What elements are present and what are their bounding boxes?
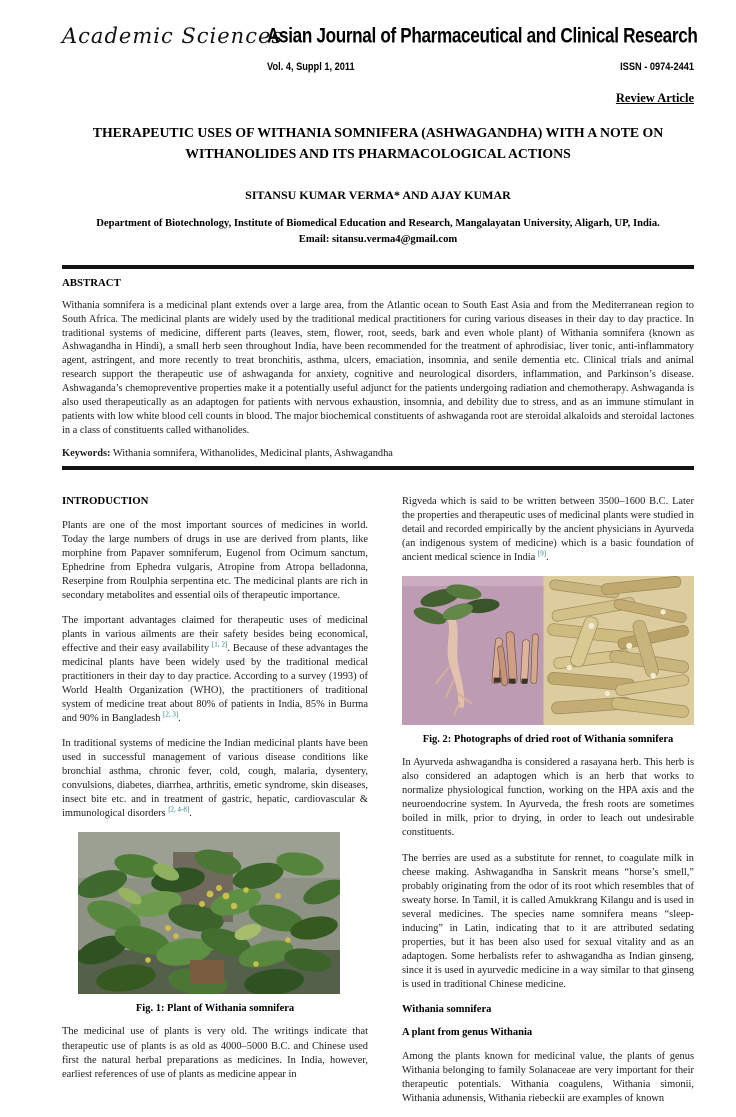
introduction-heading: INTRODUCTION [62, 494, 149, 507]
article-type-label: Review Article [615, 91, 694, 105]
journal-title: Asian Journal of Pharmaceutical and Clinical Research [267, 23, 698, 48]
fig1-caption: Fig. 1: Plant of Withania somnifera [135, 1003, 295, 1015]
volume-label: Vol. 4, Suppl 1, 2011 [267, 60, 355, 74]
issn-label: ISSN - 0974-2441 [620, 60, 694, 74]
right-paragraph-2: In Ayurveda ashwagandha is considered a rasayana herb. This herb is also considered an adaptogen which is an herb that works to normalize physiological function, working on the HPA axis and the neuroendocrine system. In Ayurveda, the fresh roots are sometimes boiled in milk, prior to drying, in order to leach out undesirable constituents. [402, 757, 694, 839]
fig2-image [402, 576, 694, 725]
right-paragraph-3: The berries are used as a substitute for rennet, to coagulate milk in cheese making. Ashwagandha in Sanskrit means “horse’s smell,” probably originating from the odor of its root which resembles that of sweaty horse. In Tamil, it is called Amukkrang Kilangu and is used in several medicines. The species name somnifera means “sleep-inducing” in Latin, indicating that to it are attributed sedating properties, but it has been also used for sexual vitality and as an adaptogen. Some herbalists refer to ashwagandha as Indian ginseng, since it is used in ayurvedic medicine in a way similar to that ginseng is used in traditional Chinese medicine. [402, 852, 694, 990]
citation-ref: [2, 4-8] [168, 805, 190, 814]
abstract-divider [62, 466, 694, 470]
intro-paragraph-2: The important advantages claimed for therapeutic uses of medicinal plants in various ailments are their safety besides being economical, effective and their easy availability [1, 2]. Because of these advantages the medicinal plants have been widely used by the traditional medical practitioners in their day to day practice. According to a survey (1993) of World Health Organization (WHO), the practitioners of traditional system of medicine treat about 80% of patients in India, 85% in Burma and 90% in Bangladesh [2, 3]. [62, 614, 369, 725]
fig2-caption: Fig. 2: Photographs of dried root of Withania somnifera [422, 734, 674, 746]
abstract-text: Withania somnifera is a medicinal plant extends over a large area, from the Atlantic ocean to South East Asia and from the Mediterranean region to South Africa. The medicinal plants are widely used by the traditional medical practitioners for curing various diseases in their day to day practice. In traditional systems of medicine, different parts (leaves, stem, flower, root, seeds, bark and even whole plant) of Withania somnifera (known as Ashwagandha in Hindi), a small herb seen throughout India, have been recommended for the treatment of aphrodisiac, liver tonic, anti-inflammatory agent, astringent, and more recently to treat bronchitis, asthma, ulcers, emaciation, insomnia, and senile dementia etc. Clinical trials and animal research support the therapeutic use of ashwaganda for anxiety, cognitive and neurological disorders, inflammation, and Parkinson’s disease. Ashwaganda’s chemopreventive properties make it a potentially useful adjunct for the patients undergoing radiation and chemotherapy. Ashwaganda is also used therapeutically as an adaptogen for patients with nervous exhaustion, insomnia, and debility due to stress, and as an immune stimulant in patients with low white blood cell counts in blood. The major biochemical constituents of ashwaganda root are steroidal alkaloids and steroidal lactones in a class of constituents called withanolides. [62, 299, 694, 437]
publisher-logo: Academic Sciences [62, 24, 284, 48]
dried-root-photo-illustration [402, 576, 694, 725]
abstract-heading: ABSTRACT [62, 276, 121, 289]
keywords-label: Keywords: [62, 448, 111, 460]
citation-ref: [9] [537, 549, 547, 558]
citation-ref: [2, 3] [163, 710, 179, 719]
article-title: THERAPEUTIC USES OF WITHANIA SOMNIFERA (ASHWAGANDHA) WITH A NOTE ON WITHANOLIDES AND ITS PHARMACOLOGICAL ACTIONS [92, 125, 664, 161]
intro-paragraph-4: The medicinal use of plants is very old. The writings indicate that therapeutic use of plants is as old as 4000–5000 B.C. and Chinese used first the natural herbal preparations as medicines. In India, however, earliest references of use of plants as medicine appear in [62, 1026, 368, 1080]
affiliation-line: Department of Biotechnology, Institute of Biomedical Education and Research, Mangalayatan University, Aligarh, UP, India. [96, 218, 660, 230]
keywords-value: Withania somnifera, Withanolides, Medicinal plants, Ashwagandha [110, 448, 393, 460]
intro-paragraph-3: In traditional systems of medicine the Indian medicinal plants have been used in successful management of various disease conditions like bronchial asthma, chronic fever, cold, cough, malaria, dysentery, convulsions, diabetes, diarrhea, arthritis, emetic syndrome, skin diseases, insect bite etc. and in treatment of gastric, hepatic, cardiovascular & immunological disorders [2, 4-8]. [62, 738, 368, 820]
citation-ref: [1, 2] [211, 640, 228, 649]
fig1-image [78, 832, 340, 994]
issue-meta-row [62, 61, 694, 73]
journal-title-wrap [267, 25, 736, 48]
article-type-row [62, 89, 694, 107]
right-paragraph-4: Among the plants known for medicinal value, the plants of genus Withania belonging to family Solanaceae are very important for their therapeutic potentials. Withania coagulens, Withania simonii, Withania adunensis, Withania riebeckii are examples of known [402, 1051, 694, 1105]
keywords-line [62, 448, 694, 459]
intro-paragraph-1: Plants are one of the most important sources of medicines in world. Today the large numbers of drugs in use are derived from plants, like morphine from Papaver somniferum, Eugenol from Ocimum sanctum, Ephedrine from Ephedra vulgaris, Atropine from Atropa belladonna, Reserpine from Roulphia serpentina etc. The medicinal plants are rich in secondary metabolites and essential oils of therapeutic importance. [62, 519, 368, 601]
withania-somnifera-heading: Withania somnifera [402, 1004, 492, 1015]
authors-line: SITANSU KUMAR VERMA* AND AJAY KUMAR [245, 188, 511, 203]
affiliation-block [62, 216, 694, 248]
masthead [62, 23, 698, 48]
genus-withania-heading: A plant from genus Withania [402, 1027, 533, 1038]
right-paragraph-1: Rigveda which is said to be written between 3500–1600 B.C. Later the properties and therapeutic uses of medicinal plants were studied in detail and recorded empirically by the ancient physicians in Ayurveda (an indigenous system of medicine) which is a basic foundation of ancient medical science in India [9]. [402, 495, 694, 563]
plant-photo-illustration [78, 832, 340, 994]
top-divider [62, 265, 694, 269]
email-line: Email: sitansu.verma4@gmail.com [298, 234, 458, 246]
